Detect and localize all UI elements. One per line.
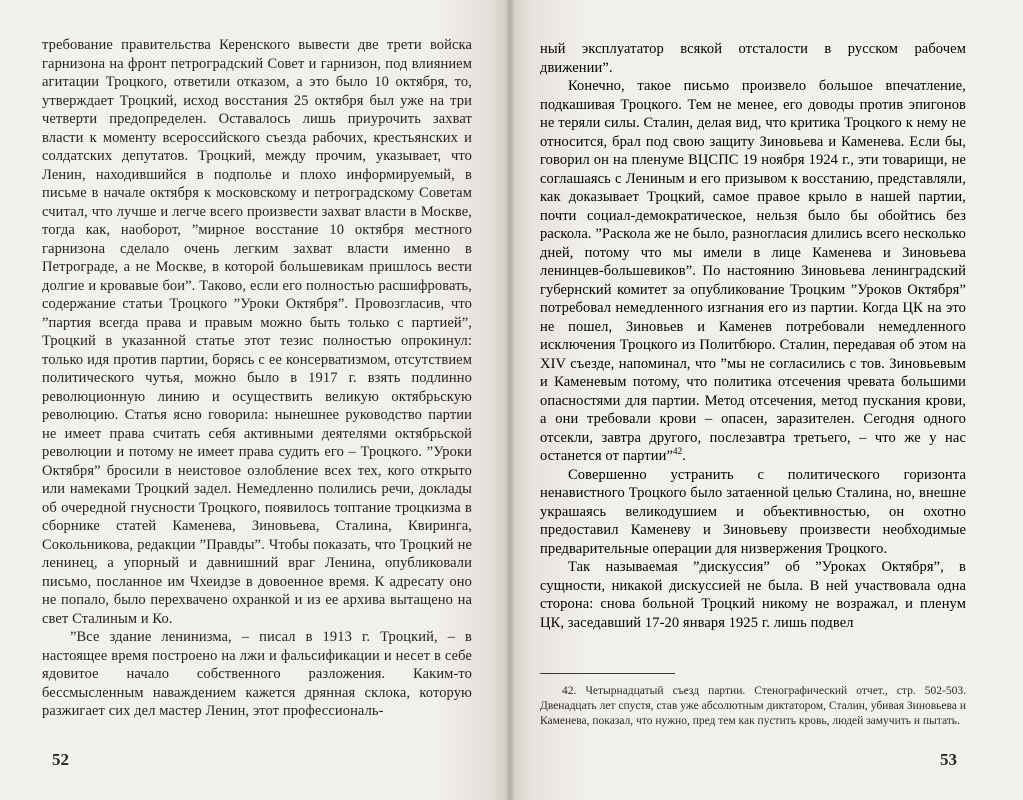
footnote: [540, 684, 966, 728]
left-page: [0, 0, 510, 800]
paragraph: [540, 77, 966, 466]
paragraph: ный эксплуататор всякой отсталости в русском рабочем движении”.: [540, 41, 966, 76]
paragraph: Совершенно устранить с политического горизонта ненавистного Троцкого было затаенной целью Сталина, но, внешне украшаясь великодушием и объективностью, он охотно предоставил Каменеву и Зиновьеву произвести необходимые предварительные операции для низвержения Троцкого.: [540, 466, 966, 557]
page-number: 53: [940, 750, 957, 769]
paragraph: требование правительства Керенского вывести две трети войска гарнизона на фронт петроградский Совет и гарнизон, под влиянием агитации Троцкого, ответили отказом, а это было 10 октября, то, утверждает Троцкий, исход восстания 25 октября был уже на три четверти предопределен. Оставалось лишь приурочить захват власти к моменту всероссийского съезда рабочих, крестьянских и солдатских депутатов. Троцкий, между прочим, указывает, что Ленин, находившийся в подполье и плохо информируемый, в письме в начале октября к московскому и петроградскому Советам считал, что лучше и легче всего произвести захват власти в Москве, тогда как, наоборот, ”мирное восстание 10 октября местного гарнизона сделало очень легким захват власти именно в Петрограде, а не Москве, в которой большевикам пришлось вести долгие и кровавые бои”. Таково, если его полностью расшифровать, содержание статьи Троцкого ”Уроки Октября”. Провозгласив, что ”партия всегда права и правым можно быть только с партией”, Троцкий в указанной статье этот тезис полностью опрокинул: только идя против партии, борясь с ее консерватизмом, отсутствием политического чутья, можно было в 1917 г. взять подлинно революционную линию и осуществить великую октябрьскую революцию. Статья ясно говорила: нынешнее руководство партии не имеет права считать себя активными деятелями октябрьской революции и потому не имеет права судить его – Троцкого. ”Уроки Октября” бросили в неистовое озлобление всех тех, кого открыто или намеками Троцкий задел. Немедленно полились речи, доклады об очередной гнусности Троцкого, появилось топтание троцкизма в сборнике статей Каменева, Зиновьева, Сталина, Квиринга, Сокольникова, редакции ”Правды”. Чтобы показать, что Троцкий не ленинец, а упорный и давнишний враг Ленина, опубликовали письмо, посланное им Чхеидзе в довоенное время. К адресату оно не попало, было перехвачено охранкой и из ее архива вытащено на свет Сталиным и Ко.: [42, 37, 472, 627]
paragraph-end-punctuation: .: [682, 448, 686, 464]
page-number: 52: [52, 750, 69, 769]
left-page-text: [42, 36, 472, 721]
footnote-text: 42. Четырнадцатый съезд партии. Стенографический отчет., стр. 502-503. Двенадцать лет спустя, став уже абсолютным диктатором, Сталин, убивая Зиновьева и Каменева, показал, что нужно, пред тем как пустить кровь, людей замучить и пытать.: [540, 685, 966, 727]
footnote-divider: [540, 673, 675, 674]
paragraph: ”Все здание ленинизма, – писал в 1913 г. Троцкий, – в настоящее время построено на лжи и фальсификации и несет в себе ядовитое начало собственного разложения. Каким-то бессмысленным наваждением кажется дрянная склока, которую разжигает сих дел мастер Ленин, этот профессиональ-: [42, 629, 472, 719]
paragraph: Так называемая ”дискуссия” об ”Уроках Октября”, в сущности, никакой дискуссией не была. В ней участвовала одна сторона: снова больной Троцкий никому не возражал, и пленум ЦК, заседавший 17-20 января 1925 г. лишь подвел: [540, 559, 966, 631]
paragraph-text: Конечно, такое письмо произвело большое впечатление, подкашивая Троцкого. Тем не менее, его доводы против эпигонов не теряли силы. Сталин, делая вид, что критика Троцкого к нему не относится, брал под свою защиту Зиновьева и Каменева. Если бы, говорил он на пленуме ВЦСПС 19 ноября 1924 г., эти товарищи, не соглашаясь с Лениным и его призывом к восстанию, представляли, как доказывает Троцкий, самое правое крыло в нашей партии, почти социал-демократическое, нельзя было бы обойтись без раскола. ”Раскола же не было, разногласия длились всего несколько дней, потому что мы имели в лице Каменева и Зиновьева ленинцев-большевиков”. По настоянию Зиновьева ленинградский губернский комитет за опубликование Троцким ”Уроков Октября” потребовал немедленного изгнания его из партии. Когда ЦК на это не пошел, Зиновьев и Каменев потребовали немедленного исключения Троцкого из Политбюро. Сталин, передавая об этом на XIV съезде, напоминал, что ”мы не согласились с тов. Зиновьевым и Каменевым потому, что политика отсечения чревата большими опасностями для партии. Метод отсечения, метод пускания крови, а они требовали крови – опасен, заразителен. Сегодня одного отсекли, завтра другого, послезавтра третьего, – что же у нас останется от партии”: [540, 78, 966, 464]
right-page-text: [540, 40, 966, 632]
book-gutter: [506, 0, 514, 800]
footnote-reference: 42: [673, 446, 683, 457]
